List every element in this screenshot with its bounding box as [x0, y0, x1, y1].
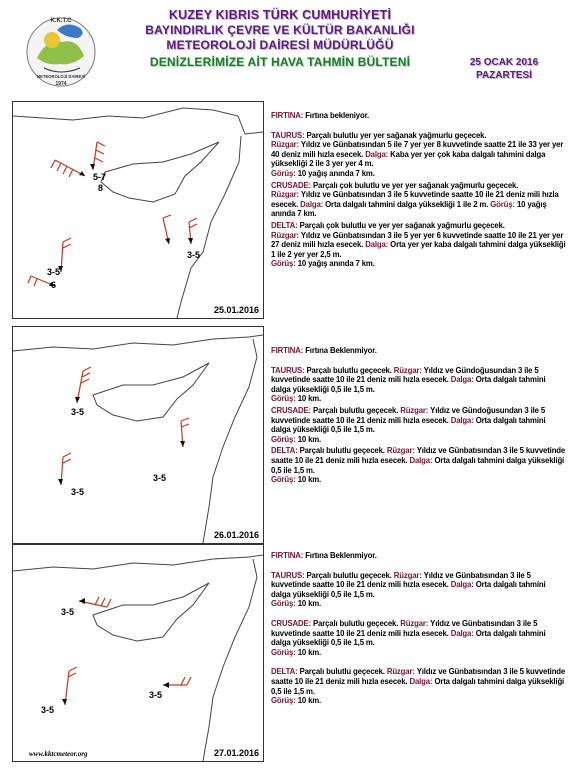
- header-line-1: KUZEY KIBRIS TÜRK CUMHURİYETİ: [168, 8, 392, 22]
- wind-label: 3-5: [187, 250, 201, 260]
- forecast-text-day1: [271, 111, 567, 271]
- taurus-forecast: TAURUS: Parçalı bulutlu yer yer sağanak yağmurlu geçecek. Rüzgar: Yıldız ve Günbatısından 5 ile 7 yer yer 8 kuvvetinde saatte 21 ile 33 yer yer 40 deniz mili hızla esecek. Dalga: Kaba yer yer çok kaba dalgalı tahmini dalga yüksekliği 2 ile 3 yer yer 4 m. Görüş: 10 yağış anında 7 km.: [271, 130, 564, 178]
- forecast-text-day3: [271, 551, 567, 708]
- wind-label: 3-5: [47, 267, 61, 277]
- storm-line: FIRTINA: Fırtına Beklenmiyor.: [271, 346, 377, 355]
- wind-label: 3-5: [61, 607, 75, 617]
- wind-label: 3-5: [153, 473, 167, 483]
- website-link[interactable]: www.kktcmeteor.org: [29, 750, 88, 758]
- svg-text:METEOROLOJİ DAİRESİ: METEOROLOJİ DAİRESİ: [36, 74, 86, 79]
- map-panel-day1: [12, 101, 264, 319]
- crusade-forecast: CRUSADE: Parçalı çok bulutlu ve yer yer sağanak yağmurlu geçecek. Rüzgar: Yıldız ve Günbatısından 3 ile 5 kuvvetinde saatte 10 ile 21 deniz mili hızla esecek. Dalga: Orta dalgalı tahmini dalga yüksekliği 1 ile 2 m. Görüş: 10 yağış anında 7 km.: [271, 180, 559, 219]
- wind-label: 3-5: [149, 690, 163, 700]
- bulletin-header: [0, 0, 576, 90]
- header-line-2: BAYINDIRLIK ÇEVRE VE KÜLTÜR BAKANLIĞI: [145, 23, 415, 37]
- panel-date: 27.01.2016: [213, 748, 259, 758]
- map-panel-day2: [12, 326, 264, 544]
- day-text: PAZARTESİ: [476, 70, 532, 81]
- wind-label: 3-5: [71, 487, 85, 497]
- map-panel-day3: [12, 544, 264, 762]
- storm-line: FIRTINA: Fırtına bekleniyor.: [271, 111, 370, 120]
- wind-label: 5-7: [93, 172, 107, 182]
- delta-forecast: DELTA: Parçalı bulutlu geçecek. Rüzgar: Yıldız ve Günbatısından 3 ile 5 kuvvetinde saatte 10 ile 21 deniz mili hızla esecek. Dalga: Orta dalgalı tahmini dalga yüksekliği 0,5 ile 1,5 m. Görüş: 10 km.: [271, 446, 566, 485]
- forecast-text-day2: [271, 346, 567, 487]
- wind-label: 3-5: [71, 407, 85, 417]
- cyprus-map-3: [13, 545, 263, 761]
- meteorology-logo-icon: [22, 8, 100, 88]
- panel-date: 25.01.2016: [213, 305, 259, 315]
- bulletin-date: [448, 56, 560, 82]
- svg-text:1974: 1974: [55, 81, 67, 87]
- crusade-forecast: CRUSADE: Parçalı bulutlu geçecek. Rüzgar: Yıldız ve Günbatısından 3 ile 5 kuvvetinde saatte 10 ile 21 deniz mili hızla esecek. Dalga: Orta dalgalı tahmini dalga yüksekliği 0,5 ile 1,5 m. Görüş: 10 km.: [271, 618, 546, 657]
- taurus-forecast: TAURUS: Parçalı bulutlu geçecek. Rüzgar: Yıldız ve Günbatısından 3 ile 5 kuvvetinde saatte 10 ile 21 deniz mili hızla esecek. Dalga: Orta dalgalı tahmini dalga yüksekliği 0,5 ile 1,5 m. Görüş: 10 km.: [271, 570, 546, 609]
- cyprus-map-2: [13, 327, 263, 543]
- wind-label: 8: [98, 183, 104, 193]
- bulletin-title: DENİZLERİMİZE AİT HAVA TAHMİN BÜLTENİ: [149, 55, 411, 69]
- crusade-forecast: CRUSADE: Parçalı bulutlu geçecek. Rüzgar: Yıldız ve Gündoğusundan 3 ile 5 kuvvetinde saatte 10 ile 21 deniz mili hızla esecek. Dalga: Orta dalgalı tahmini dalga yüksekliği 0,5 ile 1,5 m. Görüş: 10 km.: [271, 405, 546, 444]
- delta-forecast: DELTA: Parçalı bulutlu geçecek. Rüzgar: Yıldız ve Günbatısından 3 ile 5 kuvvetinde saatte 10 ile 21 deniz mili hızla esecek. Dalga: Orta dalgalı tahmini dalga yüksekliği 0,5 ile 1,5 m. Görüş: 10 km.: [271, 667, 566, 706]
- taurus-forecast: TAURUS: Parçalı bulutlu geçecek. Rüzgar: Yıldız ve Gündoğusundan 3 ile 5 kuvvetinde saatte 10 ile 21 deniz mili hızla esecek. Dalga: Orta dalgalı tahmini dalga yüksekliği 0,5 ile 1,5 m. Görüş: 10 km.: [271, 365, 546, 404]
- delta-forecast: DELTA: Parçalı çok bulutlu ve yer yer sağanak yağmurlu geçecek. Rüzgar: Yıldız ve Günbatısından 3 ile 5 yer yer 6 kuvvetinde saatte 10 ile 21 yer yer 27 deniz mili hızla esecek. Dalga: Orta yer yer kaba dalgalı tahmini dalga yüksekliği 1 ile 2 yer yer 2,5 m. Görüş: 10 yağış anında 7 km.: [271, 220, 566, 269]
- header-line-3: METEOROLOJİ DAİRESİ MÜDÜRLÜĞÜ: [166, 38, 394, 52]
- wind-label: 3-5: [41, 705, 55, 715]
- svg-text:K.K.T.C: K.K.T.C: [50, 18, 72, 24]
- panel-date: 26.01.2016: [213, 530, 259, 540]
- date-text: 25 OCAK 2016: [469, 57, 539, 68]
- storm-line: FIRTINA: Fırtına Beklenmiyor.: [271, 551, 377, 560]
- wind-label: 6: [51, 280, 57, 290]
